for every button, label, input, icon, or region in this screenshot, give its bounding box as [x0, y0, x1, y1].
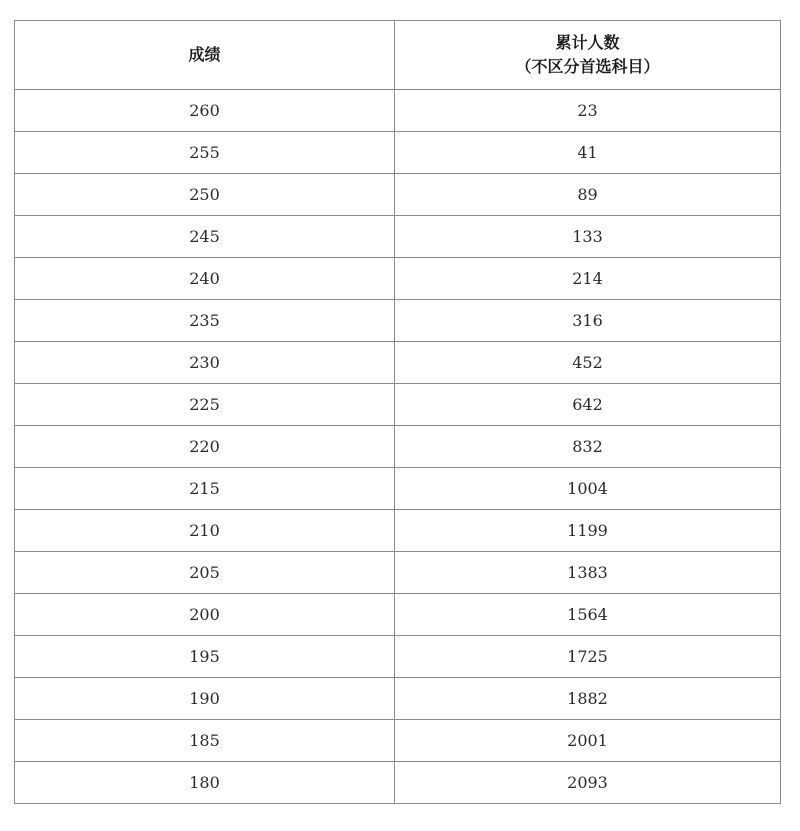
- cell-score: 235: [15, 300, 395, 342]
- cell-cumulative-count: 1004: [395, 468, 781, 510]
- cell-score: 205: [15, 552, 395, 594]
- cell-score: 245: [15, 216, 395, 258]
- table-header-row: [15, 21, 781, 90]
- cell-cumulative-count: 2001: [395, 720, 781, 762]
- header-score: 成绩: [15, 21, 395, 90]
- header-cumulative-count: [395, 21, 781, 90]
- table-row: [15, 300, 781, 342]
- table-body: [15, 90, 781, 804]
- cell-score: 240: [15, 258, 395, 300]
- cell-cumulative-count: 23: [395, 90, 781, 132]
- table-row: [15, 678, 781, 720]
- cell-cumulative-count: 1383: [395, 552, 781, 594]
- cell-cumulative-count: 832: [395, 426, 781, 468]
- table-row: [15, 636, 781, 678]
- score-table: [14, 20, 781, 804]
- table-row: [15, 552, 781, 594]
- cell-cumulative-count: 2093: [395, 762, 781, 804]
- cell-cumulative-count: 1882: [395, 678, 781, 720]
- cell-cumulative-count: 316: [395, 300, 781, 342]
- table-row: [15, 174, 781, 216]
- cell-score: 230: [15, 342, 395, 384]
- cell-score: 180: [15, 762, 395, 804]
- table-row: [15, 594, 781, 636]
- table-row: [15, 258, 781, 300]
- cell-score: 260: [15, 90, 395, 132]
- cell-score: 185: [15, 720, 395, 762]
- table-row: [15, 720, 781, 762]
- header-count-title: 累计人数: [555, 33, 620, 52]
- cell-cumulative-count: 41: [395, 132, 781, 174]
- cell-score: 215: [15, 468, 395, 510]
- cell-cumulative-count: 452: [395, 342, 781, 384]
- cell-cumulative-count: 1725: [395, 636, 781, 678]
- cell-score: 195: [15, 636, 395, 678]
- cell-score: 200: [15, 594, 395, 636]
- cell-score: 225: [15, 384, 395, 426]
- cell-cumulative-count: 642: [395, 384, 781, 426]
- score-table-container: [14, 20, 780, 804]
- cell-cumulative-count: 214: [395, 258, 781, 300]
- cell-score: 255: [15, 132, 395, 174]
- cell-score: 220: [15, 426, 395, 468]
- table-row: [15, 342, 781, 384]
- table-row: [15, 426, 781, 468]
- cell-cumulative-count: 1199: [395, 510, 781, 552]
- cell-cumulative-count: 133: [395, 216, 781, 258]
- table-row: [15, 468, 781, 510]
- table-row: [15, 90, 781, 132]
- cell-cumulative-count: 89: [395, 174, 781, 216]
- table-row: [15, 762, 781, 804]
- cell-cumulative-count: 1564: [395, 594, 781, 636]
- table-row: [15, 384, 781, 426]
- cell-score: 250: [15, 174, 395, 216]
- header-count-note: （不区分首选科目）: [515, 57, 660, 76]
- cell-score: 210: [15, 510, 395, 552]
- table-row: [15, 132, 781, 174]
- table-row: [15, 510, 781, 552]
- cell-score: 190: [15, 678, 395, 720]
- table-row: [15, 216, 781, 258]
